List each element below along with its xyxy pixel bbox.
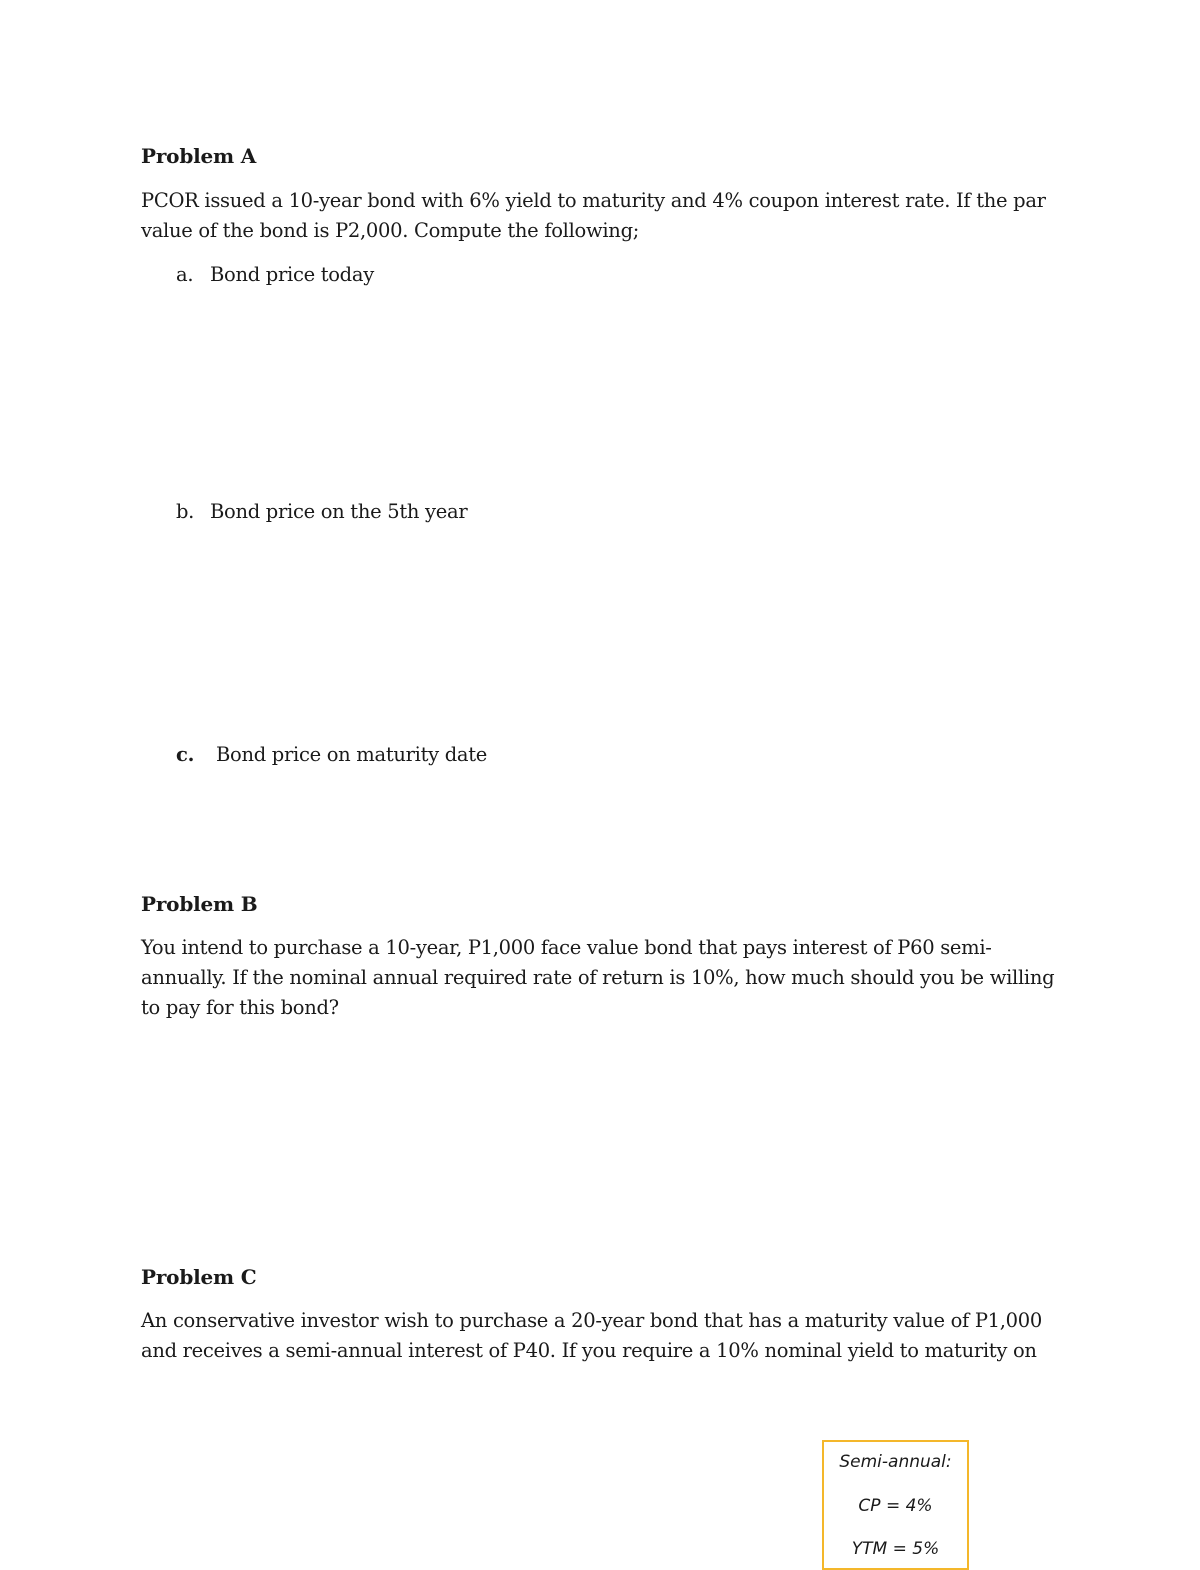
list-item-text: Bond price on the 5th year xyxy=(210,500,468,523)
list-item-c xyxy=(176,743,487,766)
note-line: CP = 4% xyxy=(858,1496,933,1516)
problem-b-body xyxy=(141,933,1061,1023)
problem-c-line: An conservative investor wish to purchase a 20-year bond that has a maturity value of P1,000 xyxy=(141,1309,1042,1332)
list-marker: a. xyxy=(176,263,194,286)
problem-c-title: Problem C xyxy=(141,1265,257,1289)
problem-c-body xyxy=(141,1306,1061,1366)
note-title: Semi-annual: xyxy=(839,1452,952,1472)
note-line: YTM = 5% xyxy=(851,1539,940,1559)
list-marker: b. xyxy=(176,500,195,523)
list-item-a xyxy=(176,263,374,286)
problem-a-title: Problem A xyxy=(141,144,257,168)
problem-c-line: and receives a semi-annual interest of P40. If you require a 10% nominal yield to maturity on xyxy=(141,1339,1037,1362)
note-box xyxy=(822,1440,969,1570)
list-item-text: Bond price today xyxy=(210,263,374,286)
list-item-text: Bond price on maturity date xyxy=(216,743,488,766)
problem-a-line: value of the bond is P2,000. Compute the following; xyxy=(141,219,640,242)
problem-b-title: Problem B xyxy=(141,892,258,916)
list-item-b xyxy=(176,500,467,523)
list-marker: c. xyxy=(176,743,195,766)
problem-b-line: annually. If the nominal annual required rate of return is 10%, how much should you be willing xyxy=(141,966,1055,989)
problem-b-line: to pay for this bond? xyxy=(141,996,339,1019)
problem-a-body xyxy=(141,186,1061,246)
problem-a-line: PCOR issued a 10-year bond with 6% yield to maturity and 4% coupon interest rate. If the par xyxy=(141,189,1046,212)
problem-b-line: You intend to purchase a 10-year, P1,000 face value bond that pays interest of P60 semi- xyxy=(141,936,992,959)
